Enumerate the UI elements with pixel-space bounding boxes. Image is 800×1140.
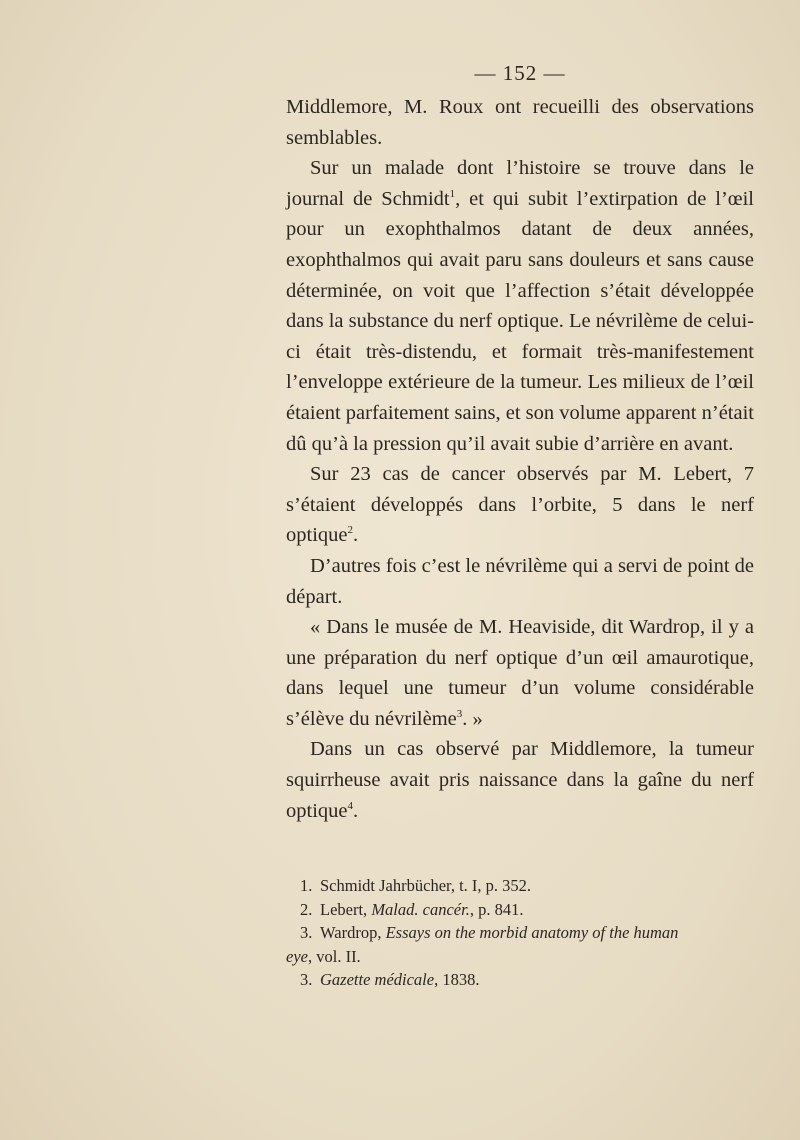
paragraph-6: Dans un cas observé par Middlemore, la tumeur squirrheuse avait pris naissance dans la gaîne du nerf optique$^4$. <box>286 738 754 822</box>
paragraph-5: « Dans le musée de M. Heaviside, dit Wardrop, il y a une préparation du nerf optique d’un œil amaurotique, dans lequel une tumeur d’un volume considérable s’élève du névrilème$^3$. » <box>286 616 754 730</box>
paragraph-3: Sur 23 cas de cancer observés par M. Lebert, 7 s’étaient développés dans l’orbite, 5 dans le nerf optique$^2$. <box>286 463 754 547</box>
footnote-3: 3. Wardrop, Essays on the morbid anatomy of the human <box>300 923 679 943</box>
paragraph-1: Middlemore, M. Roux ont recueilli des observations semblables. <box>286 96 754 149</box>
footnote-ref-3: 3 <box>456 708 463 721</box>
paragraph-2: Sur un malade dont l’histoire se trouve dans le journal de Schmidt$^1$, et qui subit l’extirpation de l’œil pour un exophthalmos datant de deux années, exophthalmos qui avait paru sans douleurs et sans cause déterminée, on voit que l’affection s’était développée dans la substance du nerf optique. Le névrilème de celui-ci était très-distendu, et formait très-manifestement l’enveloppe extérieure de la tumeur. Les milieux de l’œil étaient parfaitement sains, et son volume apparent n’était dû qu’à la pression qu’il avait subie d’arrière en avant. <box>286 157 754 455</box>
book-page <box>286 60 754 992</box>
footnote-separator <box>286 826 754 874</box>
footnote-4: 3. Gazette médicale, 1838. <box>300 970 480 990</box>
footnote-ref-4: 4 <box>347 799 353 812</box>
footnote-ref-2: 2 <box>347 524 353 537</box>
paragraph-4: D’autres fois c’est le névrilème qui a servi de point de départ. <box>286 554 755 608</box>
footnote-1: 1. Schmidt Jahrbücher, t. I, p. 352. <box>300 876 532 896</box>
footnote-ref-1: 1 <box>449 187 456 200</box>
footnotes <box>286 874 754 992</box>
body-text <box>286 92 754 826</box>
footnote-2: 2. Lebert, Malad. cancér., p. 841. <box>300 899 524 919</box>
footnote-3-continuation: eye, vol. II. <box>286 946 361 966</box>
page-number: — 152 — <box>474 61 566 85</box>
